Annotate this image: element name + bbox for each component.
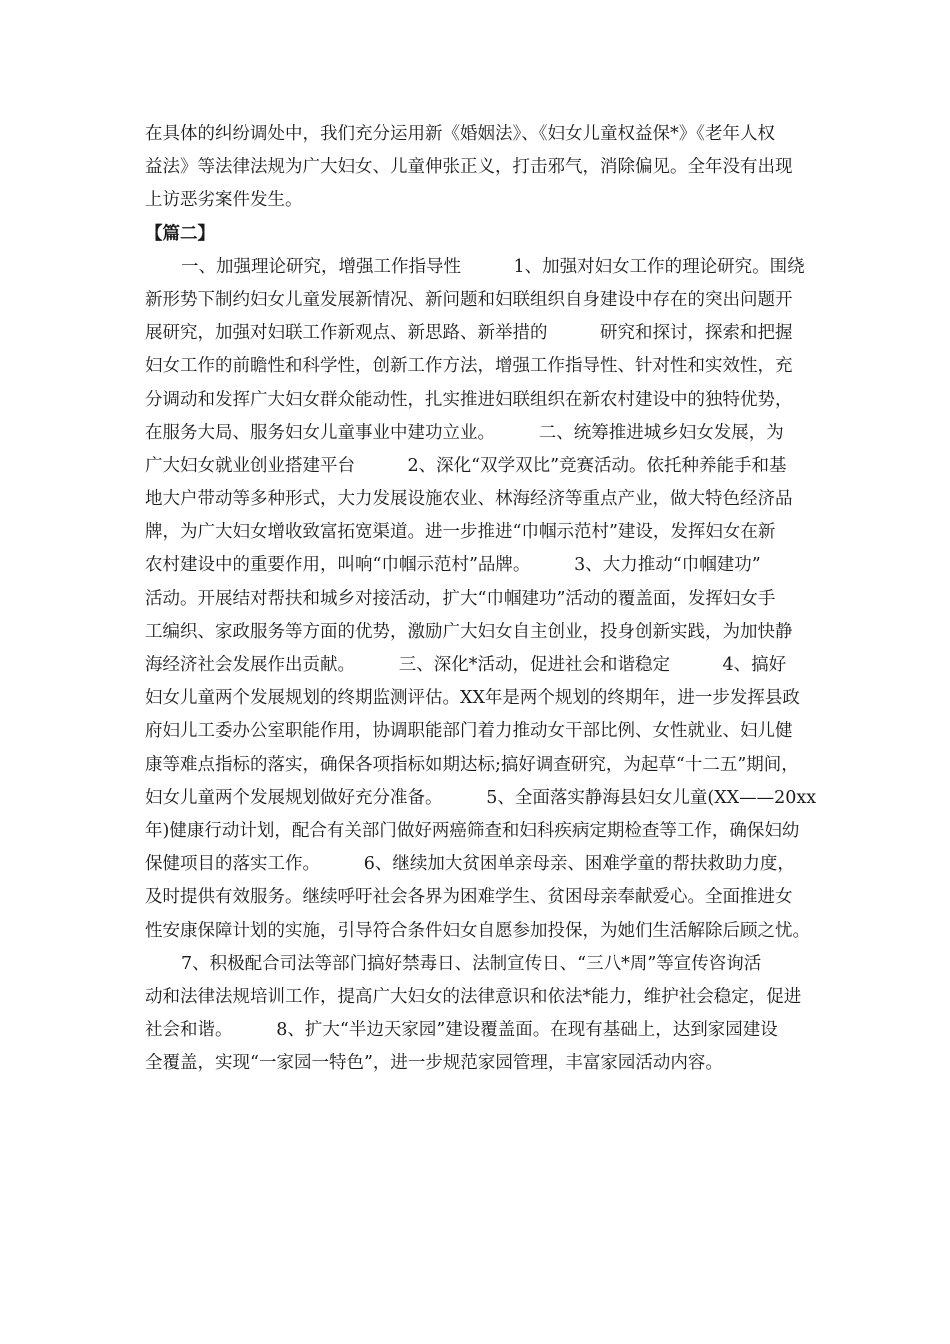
text-line: 保健项目的落实工作。 6、继续加大贫困单亲母亲、困难学童的帮扶救助力度， <box>145 854 795 875</box>
text-line: 农村建设中的重要作用，叫响“巾帼示范村”品牌。 3、大力推动“巾帼建功” <box>145 555 761 576</box>
text-line: 年)健康行动计划，配合有关部门做好两癌筛查和妇科疾病定期检查等工作，确保妇幼 <box>145 820 800 841</box>
text-line: 妇女儿童两个发展规划的终期监测评估。XX年是两个规划的终期年，进一步发挥县政 <box>145 688 800 709</box>
text-line: 性安康保障计划的实施，引导符合条件妇女自愿参加投保，为她们生活解除后顾之忧。 <box>145 920 810 941</box>
text-line: 上访恶劣案件发生。 <box>145 190 303 211</box>
text-line: 社会和谐。 8、扩大“半边天家园”建设覆盖面。在现有基础上，达到家园建设 <box>145 1020 778 1041</box>
text-line: 分调动和发挥广大妇女群众能动性，扎实推进妇联组织在新农村建设中的独特优势， <box>145 389 793 410</box>
section-heading: 【篇二】 <box>145 223 215 244</box>
document-page <box>145 118 815 1080</box>
text-line: 广大妇女就业创业搭建平台 2、深化“双学双比”竞赛活动。依托种养能手和基 <box>145 455 787 476</box>
text-line: 动和法律法规培训工作，提高广大妇女的法律意识和依法*能力，维护社会稳定，促进 <box>145 986 802 1007</box>
text-line: 府妇儿工委办公室职能作用，协调职能部门着力推动女干部比例、女性就业、妇儿健 <box>145 721 793 742</box>
text-line: 全覆盖，实现“一家园一特色”，进一步规范家园管理，丰富家园活动内容。 <box>145 1053 723 1074</box>
text-line: 及时提供有效服务。继续呼吁社会各界为困难学生、贫困母亲奉献爱心。全面推进女 <box>145 887 793 908</box>
text-line: 展研究，加强对妇联工作新观点、新思路、新举措的 研究和探讨，探索和把握 <box>145 323 793 344</box>
text-line: 康等难点指标的落实，确保各项指标如期达标;搞好调查研究，为起草“十二五”期间， <box>145 754 799 775</box>
text-line: 地大户带动等多种形式，大力发展设施农业、林海经济等重点产业，做大特色经济品 <box>145 489 793 510</box>
text-line: 妇女儿童两个发展规划做好充分准备。 5、全面落实静海县妇女儿童(XX——20xx <box>145 787 817 808</box>
text-line: 7、积极配合司法等部门搞好禁毒日、法制宣传日、“三八*周”等宣传咨询活 <box>181 953 762 974</box>
text-line: 海经济社会发展作出贡献。 三、深化*活动，促进社会和谐稳定 4、搞好 <box>145 655 787 675</box>
text-line: 牌，为广大妇女增收致富拓宽渠道。进一步推进“巾帼示范村”建设，发挥妇女在新 <box>145 522 776 543</box>
text-line: 在服务大局、服务妇女儿童事业中建功立业。 二、统筹推进城乡妇女发展，为 <box>145 422 784 443</box>
text-line: 妇女工作的前瞻性和科学性，创新工作方法，增强工作指导性、针对性和实效性，充 <box>145 356 793 377</box>
text-line: 益法》等法律法规为广大妇女、儿童伸张正义，打击邪气，消除偏见。全年没有出现 <box>145 157 793 178</box>
text-line: 活动。开展结对帮扶和城乡对接活动，扩大“巾帼建功”活动的覆盖面，发挥妇女手 <box>145 588 776 609</box>
text-line: 在具体的纠纷调处中，我们充分运用新《婚姻法》、《妇女儿童权益保*》《老年人权 <box>145 124 775 144</box>
text-line: 一、加强理论研究，增强工作指导性 1、加强对妇女工作的理论研究。围绕 <box>181 256 805 277</box>
text-line: 新形势下制约妇女儿童发展新情况、新问题和妇联组织自身建设中存在的突出问题开 <box>145 289 793 310</box>
text-line: 工编织、家政服务等方面的优势，激励广大妇女自主创业，投身创新实践，为加快静 <box>145 621 793 642</box>
